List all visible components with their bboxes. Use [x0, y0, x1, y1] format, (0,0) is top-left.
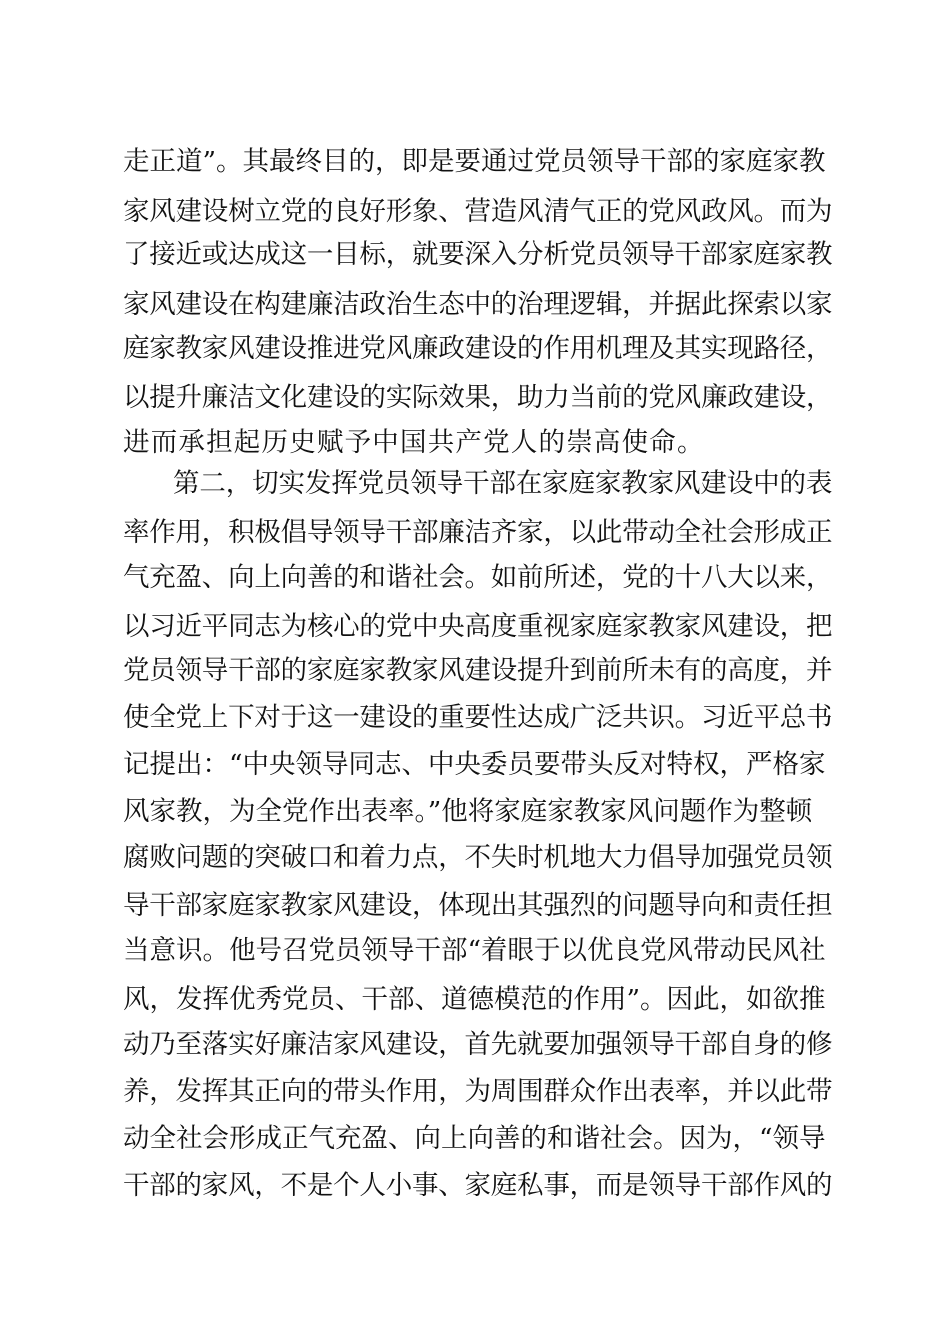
text-line: 当意识。他号召党员领导干部“着眼于以优良党风带动民风社: [123, 935, 826, 966]
text-line: 使全党上下对于这一建设的重要性达成广泛共识。习近平总书: [123, 702, 833, 733]
text-line: 导干部家庭家教家风建设，体现出其强烈的问题导向和责任担: [123, 890, 833, 921]
text-line: 家风建设在构建廉洁政治生态中的治理逻辑，并据此探索以家: [123, 289, 833, 320]
text-line: 党员领导干部的家庭家教家风建设提升到前所未有的高度，并: [123, 655, 833, 686]
text-line: 养，发挥其正向的带头作用，为周围群众作出表率，并以此带: [123, 1076, 833, 1107]
text-line: 了接近或达成这一目标，就要深入分析党员领导干部家庭家教: [123, 239, 833, 270]
text-line: 进而承担起历史赋予中国共产党人的崇高使命。: [123, 427, 705, 458]
text-line: 动乃至落实好廉洁家风建设，首先就要加强领导干部自身的修: [123, 1029, 833, 1060]
text-line: 干部的家风，不是个人小事、家庭私事，而是领导干部作风的: [123, 1170, 833, 1201]
text-line: 记提出：“中央领导同志、中央委员要带头反对特权，严格家: [123, 749, 826, 780]
text-line: 风家教，为全党作出表率。”他将家庭家教家风问题作为整顿: [123, 796, 813, 827]
text-line: 风，发挥优秀党员、干部、道德模范的作用”。因此，如欲推: [123, 984, 826, 1015]
text-line: 庭家教家风建设推进党风廉政建设的作用机理及其实现路径，: [123, 333, 833, 364]
text-line: 家风建设树立党的良好形象、营造风清气正的党风政风。而为: [123, 196, 833, 227]
text-line: 腐败问题的突破口和着力点，不失时机地大力倡导加强党员领: [123, 842, 833, 873]
text-line: 以提升廉洁文化建设的实际效果，助力当前的党风廉政建设，: [123, 382, 833, 413]
text-line: 走正道”。其最终目的，即是要通过党员领导干部的家庭家教: [123, 146, 826, 177]
text-line: 率作用，积极倡导领导干部廉洁齐家，以此带动全社会形成正: [123, 517, 833, 548]
text-line: 第二，切实发挥党员领导干部在家庭家教家风建设中的表: [173, 468, 833, 499]
text-line: 动全社会形成正气充盈、向上向善的和谐社会。因为，“领导: [123, 1123, 826, 1154]
text-line: 气充盈、向上向善的和谐社会。如前所述，党的十八大以来，: [123, 562, 833, 593]
text-line: 以习近平同志为核心的党中央高度重视家庭家教家风建设，把: [123, 611, 833, 642]
